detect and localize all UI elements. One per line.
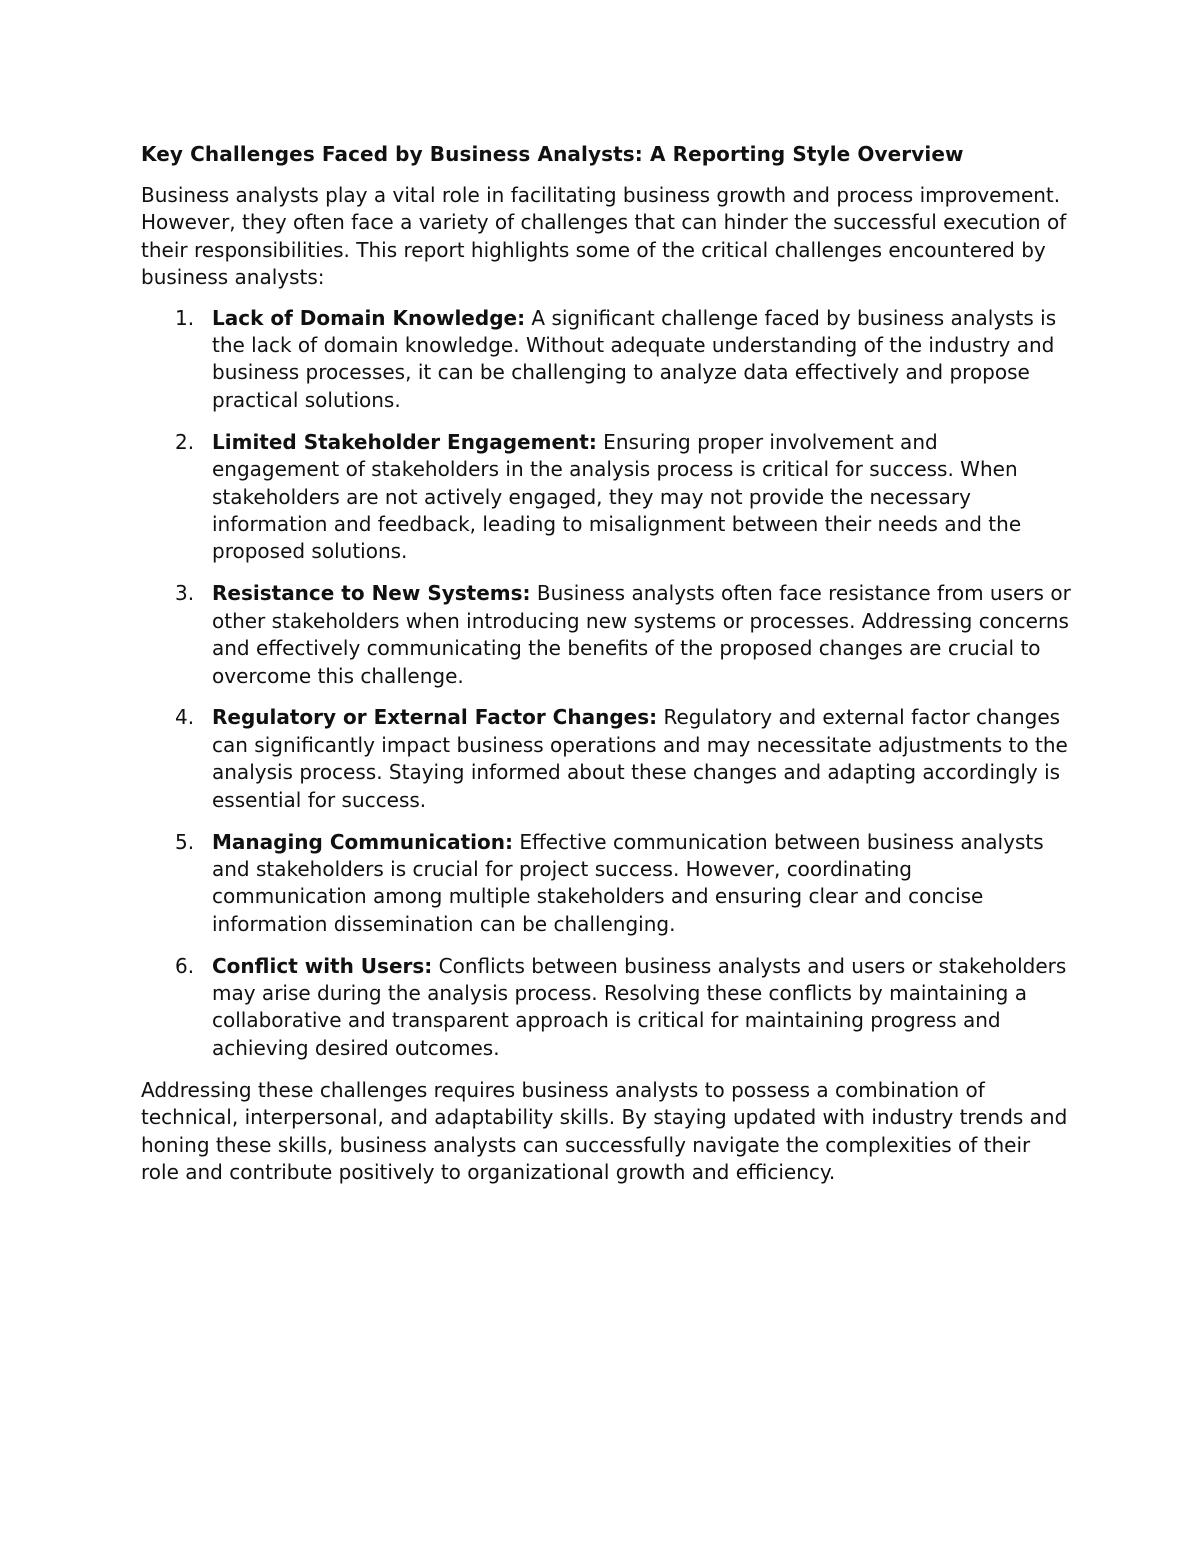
document-page [141, 139, 1071, 1186]
list-item-number: 4. [175, 705, 195, 730]
list-item-number: 5. [175, 829, 195, 854]
list-item [141, 429, 1071, 566]
intro-paragraph: Business analysts play a vital role in facilitating business growth and process improvement. However, they often face a variety of challenges that can hinder the successful execution of their responsibilities. This report highlights some of the critical challenges encountered by business analysts: [141, 183, 1067, 290]
list-item-number: 3. [175, 581, 195, 606]
list-item-term: Regulatory or External Factor Changes: [212, 705, 658, 730]
conclusion-paragraph: Addressing these challenges requires business analysts to possess a combination of technical, interpersonal, and adaptability skills. By staying updated with industry trends and honing these skills, business analysts can successfully navigate the complexities of their role and contribute positively to organizational growth and efficiency. [141, 1077, 1068, 1184]
list-item-term: Managing Communication: [212, 829, 513, 854]
list-item [141, 580, 1071, 690]
list-item-text: Effective communication between business analysts and stakeholders is crucial for project success. However, coordinating communication among multiple stakeholders and ensuring clear and concise information dissemination can be challenging. [212, 829, 1044, 936]
list-item-text: Business analysts often face resistance from users or other stakeholders when introducing new systems or processes. Addressing concerns and effectively communicating the benefits of the proposed changes are crucial to overcome this challenge. [212, 581, 1071, 688]
list-item [141, 704, 1071, 814]
challenges-list [141, 305, 1071, 1063]
list-item-term: Conflict with Users: [212, 953, 433, 978]
list-item-term: Resistance to New Systems: [212, 581, 531, 606]
list-item-term: Lack of Domain Knowledge: [212, 305, 526, 330]
list-item [141, 953, 1071, 1063]
list-item-text: Ensuring proper involvement and engagement of stakeholders in the analysis process is critical for success. When stakeholders are not actively engaged, they may not provide the necessary information and feedback, leading to misalignment between their needs and the proposed solutions. [212, 429, 1022, 564]
list-item [141, 305, 1071, 415]
document-title: Key Challenges Faced by Business Analysts: A Reporting Style Overview [141, 142, 964, 166]
list-item-number: 2. [175, 429, 195, 454]
list-item-text: Conflicts between business analysts and users or stakeholders may arise during the analysis process. Resolving these conflicts by maintaining a collaborative and transparent approach is critical for maintaining progress and achieving desired outcomes. [212, 953, 1067, 1060]
list-item-term: Limited Stakeholder Engagement: [212, 429, 597, 454]
list-item-number: 6. [175, 953, 195, 978]
list-item [141, 829, 1071, 939]
list-item-text: A significant challenge faced by business analysts is the lack of domain knowledge. Without adequate understanding of the industry and business processes, it can be challenging to analyze data effectively and propose practical solutions. [212, 305, 1057, 412]
list-item-number: 1. [175, 305, 195, 330]
list-item-text: Regulatory and external factor changes can significantly impact business operations and may necessitate adjustments to the analysis process. Staying informed about these changes and adapting accordingly is essential for success. [212, 705, 1068, 812]
